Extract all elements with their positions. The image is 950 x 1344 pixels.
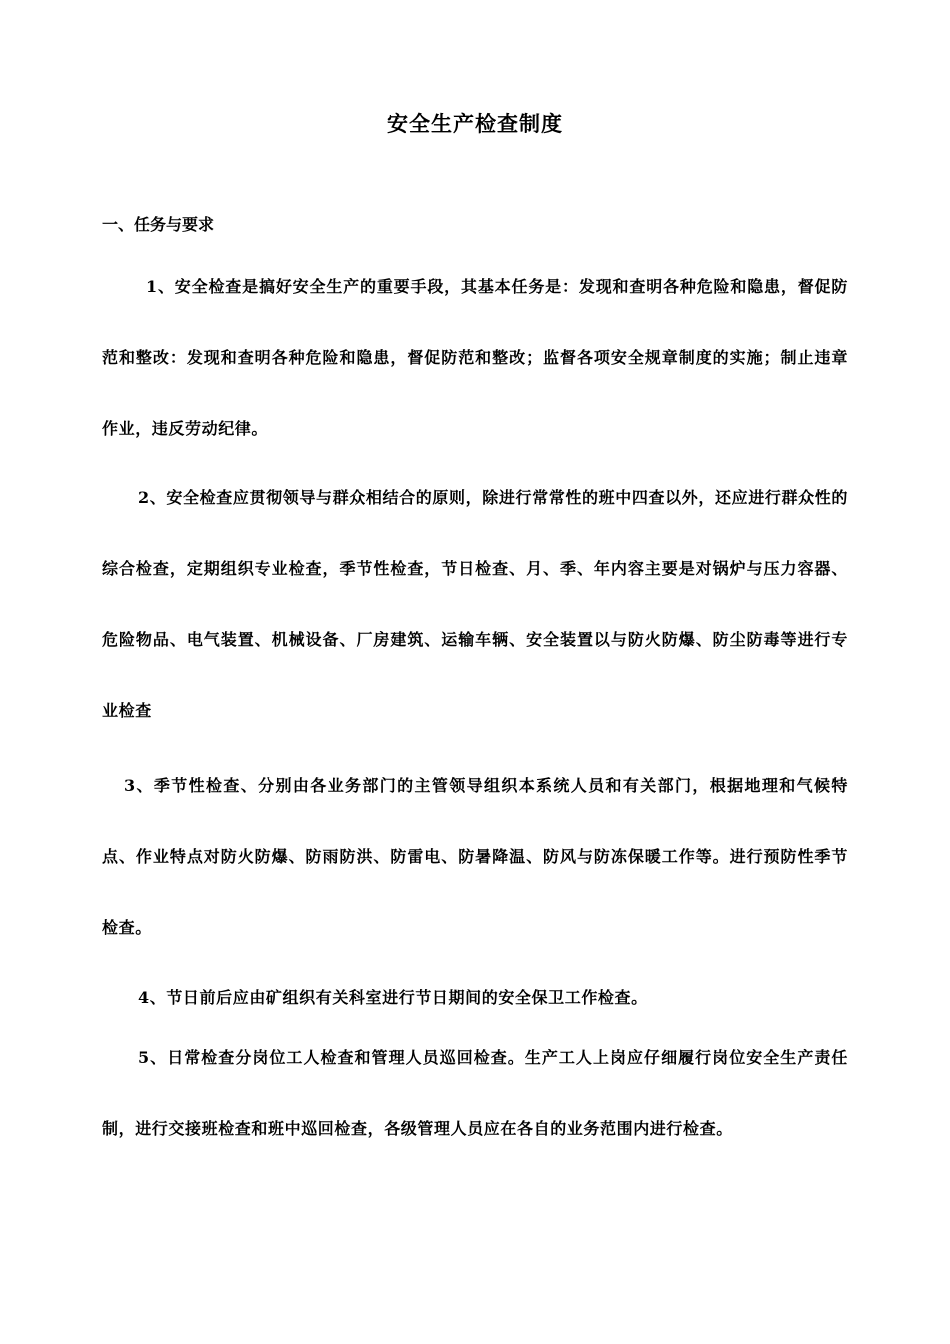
paragraph-2: 2、安全检查应贯彻领导与群众相结合的原则，除进行常常性的班中四查以外，还应进行群众性的综合检查，定期组织专业检查，季节性检查，节日检查、月、季、年内容主要是对锅炉与压力容器、危险物品、电气装置、机械设备、厂房建筑、运输车辆、安全装置以与防火防爆、防尘防毒等进行专业检查 bbox=[102, 488, 848, 720]
paragraph-1: 1、安全检查是搞好安全生产的重要手段，其基本任务是：发现和查明各种危险和隐患，督促防范和整改：发现和查明各种危险和隐患，督促防范和整改；监督各项安全规章制度的实施；制止违章作业，违反劳动纪律。 bbox=[102, 277, 848, 438]
paragraph-5: 5、日常检查分岗位工人检查和管理人员巡回检查。生产工人上岗应仔细履行岗位安全生产责任制，进行交接班检查和班中巡回检查，各级管理人员应在各自的业务范围内进行检查。 bbox=[102, 1048, 848, 1138]
section-heading: 一、任务与要求 bbox=[102, 215, 215, 234]
document-title: 安全生产检查制度 bbox=[387, 111, 563, 136]
paragraph-3: 3、季节性检查、分别由各业务部门的主管领导组织本系统人员和有关部门，根据地理和气候特点、作业特点对防火防爆、防雨防洪、防雷电、防暑降温、防风与防冻保暖工作等。进行预防性季节检查。 bbox=[102, 776, 848, 937]
paragraph-4: 4、节日前后应由矿组织有关科室进行节日期间的安全保卫工作检查。 bbox=[138, 988, 648, 1007]
